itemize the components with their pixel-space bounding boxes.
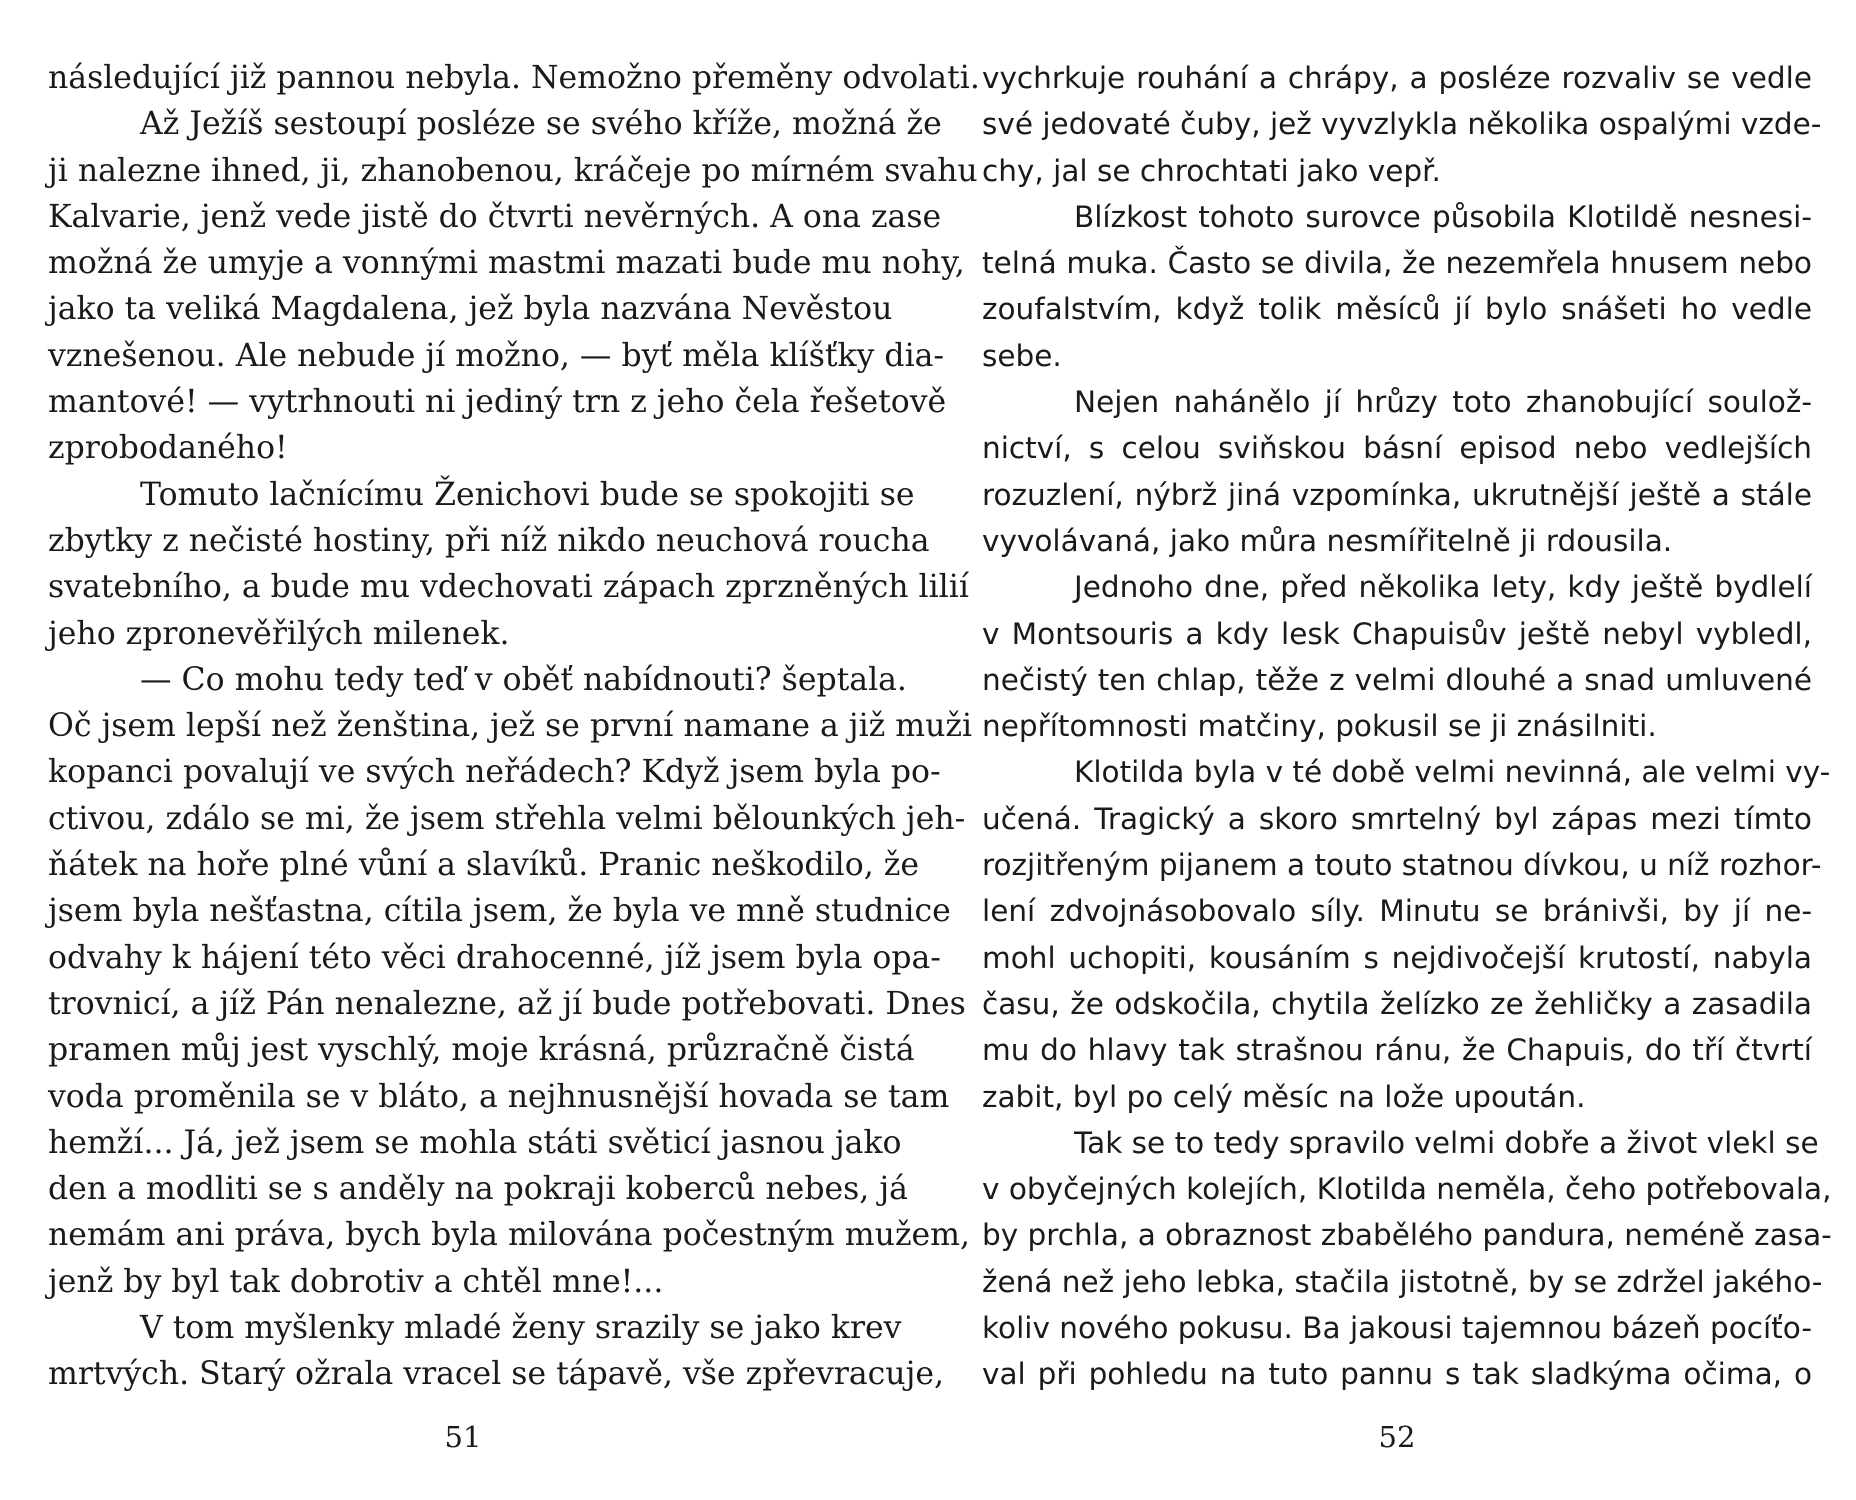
text-line: trovnicí, a jíž Pán nenalezne, až jí bude potřebovati. Dnes [48, 985, 966, 1022]
text-line: nemám ani práva, bych byla milována počestným mužem, [48, 1217, 971, 1254]
text-line: učená. Tragický a skoro smrtelný byl zápas mezi tímto [982, 801, 1812, 836]
text-line: své jedovaté čuby, jež vyvzlykla několika ospalými vzde- [982, 107, 1822, 142]
text-line: svatebního, a bude mu vdechovati zápach zprzněných lilií [48, 569, 969, 606]
text-line: zoufalstvím, když tolik měsíců jí bylo snášeti ho vedle [982, 292, 1812, 327]
text-line: lení zdvojnásobovalo síly. Minutu se bránivši, by jí ne- [982, 894, 1812, 929]
text-line: žená než jeho lebka, stačila jistotně, by se zdržel jakého- [982, 1264, 1823, 1299]
text-line: zabit, byl po celý měsíc na lože upoután. [982, 1079, 1586, 1114]
text-line: nictví, s celou sviňskou básní episod nebo vedlejších [982, 431, 1812, 466]
text-line: Kalvarie, jenž vede jistě do čtvrti nevěrných. A ona zase [48, 198, 942, 235]
text-line: Blízkost tohoto surovce působila Klotildě nesnesi- [1074, 199, 1812, 234]
text-line: jako ta veliká Magdalena, jež byla nazvána Nevěstou [48, 291, 893, 328]
text-line: v Montsouris a kdy lesk Chapuisův ještě nebyl vybledl, [982, 616, 1812, 651]
text-line: nepřítomnosti matčiny, pokusil se ji znásilniti. [982, 709, 1657, 744]
text-line: vychrkuje rouhání a chrápy, a posléze rozvaliv se vedle [982, 61, 1812, 95]
text-line: hemží... Já, jež jsem se mohla státi světicí jasnou jako [48, 1124, 902, 1161]
text-line: V tom myšlenky mladé ženy srazily se jako krev [140, 1310, 902, 1347]
text-line: voda proměnila se v bláto, a nejhnusnější hovada se tam [48, 1078, 950, 1115]
text-line: Tomuto lačnícímu Ženichovi bude se spokojiti se [140, 476, 915, 513]
text-line: zprobodaného! [48, 430, 288, 467]
text-line: mohl uchopiti, kousáním s nejdivočejší krutostí, nabyla [982, 940, 1812, 975]
text-line: Tak se to tedy spravilo velmi dobře a život vlekl se [1074, 1125, 1819, 1160]
text-line: nečistý ten chlap, těže z velmi dlouhé a snad umluvené [982, 662, 1812, 697]
text-line: Až Ježíš sestoupí posléze se svého kříže, možná že [140, 106, 942, 143]
text-line: zbytky z nečisté hostiny, při níž nikdo neuchová roucha [48, 522, 930, 559]
text-line: rozjitřeným pijanem a touto statnou dívkou, u níž rozhor- [982, 848, 1822, 883]
text-line: sebe. [982, 338, 1062, 373]
text-line: val při pohledu na tuto pannu s tak sladkýma očima, o [982, 1357, 1812, 1392]
text-line: odvahy k hájení této věci drahocenné, jíž jsem byla opa- [48, 939, 941, 976]
left-page [48, 55, 980, 1475]
text-line: Jednoho dne, před několika lety, kdy ještě bydlelí [1074, 570, 1812, 605]
text-line: jsem byla nešťastna, cítila jsem, že byla ve mně studnice [48, 893, 951, 930]
text-line: rozuzlení, nýbrž jiná vzpomínka, ukrutnější ještě a stále [982, 477, 1812, 512]
right-page [982, 55, 1832, 1475]
text-line: — Co mohu tedy teď v oběť nabídnouti? šeptala. [140, 661, 907, 698]
text-line: vznešenou. Ale nebude jí možno, — byť měla klíšťky dia- [48, 337, 945, 374]
text-line: času, že odskočila, chytila želízko ze žehličky a zasadila [982, 986, 1812, 1021]
text-line: mrtvých. Starý ožrala vracel se tápavě, vše zpřevracuje, [48, 1356, 945, 1393]
text-line: ji nalezne ihned, ji, zhanobenou, kráčeje po mírném svahu [48, 152, 978, 189]
text-line: ňátek na hoře plné vůní a slavíků. Pranic neškodilo, že [48, 847, 919, 884]
page-number: 51 [444, 1420, 482, 1454]
text-line: jeho zpronevěřilých milenek. [48, 615, 510, 652]
text-line: by prchla, a obraznost zbabělého pandura, neméně zasa- [982, 1218, 1832, 1253]
text-line: telná muka. Často se divila, že nezemřela hnusem nebo [982, 246, 1812, 281]
text-line: den a modliti se s anděly na pokraji koberců nebes, já [48, 1171, 908, 1208]
text-line: vyvolávaná, jako můra nesmířitelně ji rdousila. [982, 523, 1673, 558]
page-number: 52 [1378, 1420, 1416, 1454]
text-line: ctivou, zdálo se mi, že jsem střehla velmi bělounkých jeh- [48, 800, 966, 837]
text-line: Nejen nahánělo jí hrůzy toto zhanobující soulož- [1074, 385, 1812, 420]
text-line: chy, jal se chrochtati jako vepř. [982, 153, 1441, 188]
text-line: pramen můj jest vyschlý, moje krásná, průzračně čistá [48, 1032, 915, 1069]
text-line: možná že umyje a vonnými mastmi mazati bude mu nohy, [48, 245, 965, 282]
text-line: v obyčejných kolejích, Klotilda neměla, čeho potřebovala, [982, 1172, 1832, 1207]
text-line: následující již pannou nebyla. Nemožno přeměny odvolati. [48, 60, 980, 96]
text-line: koliv nového pokusu. Ba jakousi tajemnou bázeň pocíťo- [982, 1311, 1812, 1346]
text-line: kopanci povalují ve svých neřádech? Když jsem byla po- [48, 754, 941, 791]
text-line: jenž by byl tak dobrotiv a chtěl mne!... [48, 1263, 664, 1300]
text-line: Klotilda byla v té době velmi nevinná, ale velmi vy- [1074, 755, 1831, 790]
text-line: Oč jsem lepší než ženština, jež se první namane a již muži [48, 708, 973, 745]
text-line: mu do hlavy tak strašnou ránu, že Chapuis, do tří čtvrtí [982, 1033, 1812, 1068]
text-line: mantové! — vytrhnouti ni jediný trn z jeho čela řešetově [48, 384, 947, 421]
